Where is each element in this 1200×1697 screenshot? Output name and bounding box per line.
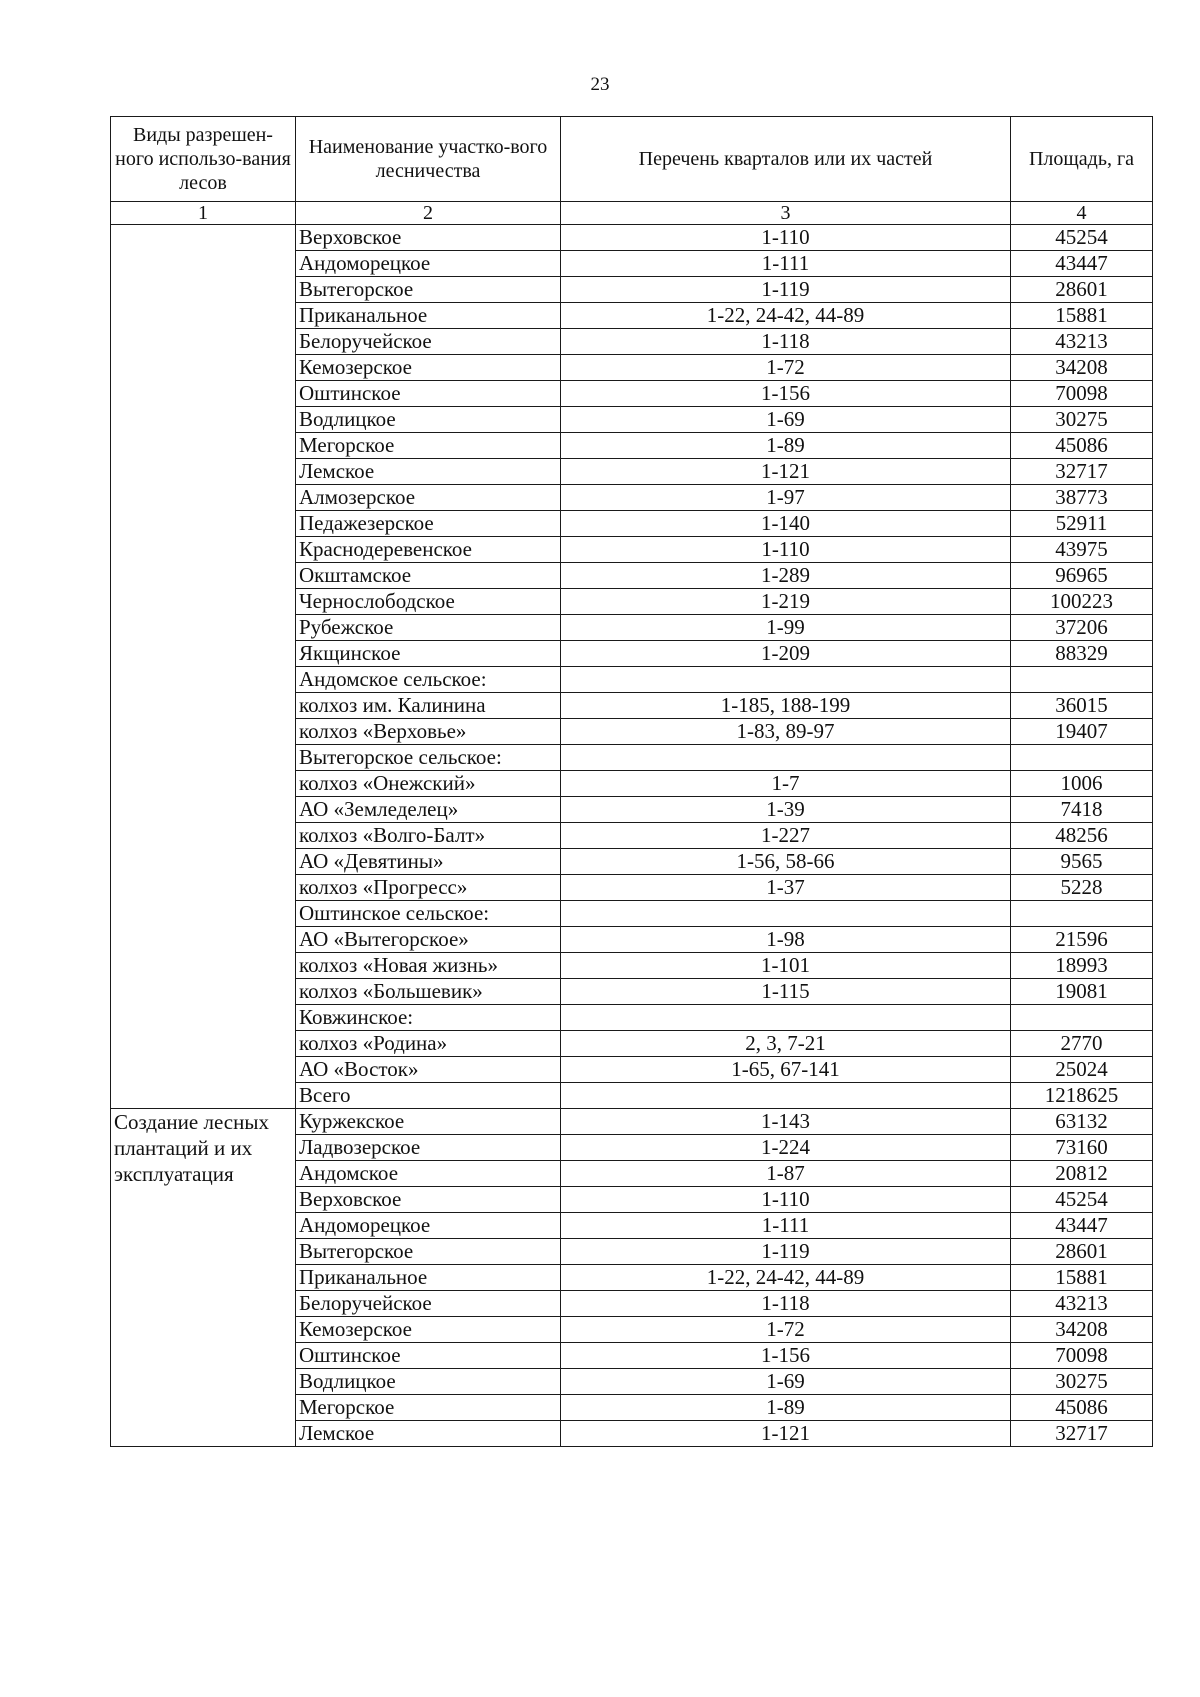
- area-cell: 43447: [1011, 1213, 1153, 1239]
- area-cell: 7418: [1011, 797, 1153, 823]
- forestry-name-cell: Краснодеревенское: [296, 537, 561, 563]
- area-cell: 43213: [1011, 329, 1153, 355]
- forestry-name-cell: колхоз «Верховье»: [296, 719, 561, 745]
- quarters-cell: 1-118: [561, 1291, 1011, 1317]
- forestry-name-cell: Белоручейское: [296, 1291, 561, 1317]
- forestry-name-cell: Приканальное: [296, 1265, 561, 1291]
- area-cell: 19081: [1011, 979, 1153, 1005]
- area-cell: 1218625: [1011, 1083, 1153, 1109]
- quarters-cell: 1-227: [561, 823, 1011, 849]
- forestry-name-cell: Верховское: [296, 225, 561, 251]
- quarters-cell: 1-97: [561, 485, 1011, 511]
- area-cell: [1011, 667, 1153, 693]
- area-cell: 20812: [1011, 1161, 1153, 1187]
- forestry-name-cell: Лемское: [296, 1421, 561, 1447]
- forestry-name-cell: Андомское сельское:: [296, 667, 561, 693]
- forestry-name-cell: колхоз «Новая жизнь»: [296, 953, 561, 979]
- area-cell: 37206: [1011, 615, 1153, 641]
- forestry-name-cell: Якщинское: [296, 641, 561, 667]
- forestry-name-cell: Вытегорское: [296, 1239, 561, 1265]
- area-cell: 32717: [1011, 1421, 1153, 1447]
- quarters-cell: 1-101: [561, 953, 1011, 979]
- quarters-cell: 1-185, 188-199: [561, 693, 1011, 719]
- forestry-name-cell: Андомское: [296, 1161, 561, 1187]
- quarters-cell: 1-156: [561, 381, 1011, 407]
- quarters-cell: 1-143: [561, 1109, 1011, 1135]
- header-forestry-name: Наименование участко-вого лесничества: [296, 117, 561, 202]
- forestry-name-cell: колхоз «Волго-Балт»: [296, 823, 561, 849]
- area-cell: 2770: [1011, 1031, 1153, 1057]
- area-cell: 45254: [1011, 225, 1153, 251]
- quarters-cell: 1-99: [561, 615, 1011, 641]
- area-cell: 9565: [1011, 849, 1153, 875]
- forestry-name-cell: колхоз «Онежский»: [296, 771, 561, 797]
- quarters-cell: 1-118: [561, 329, 1011, 355]
- area-cell: 43975: [1011, 537, 1153, 563]
- quarters-cell: 1-69: [561, 1369, 1011, 1395]
- forestry-name-cell: Ковжинское:: [296, 1005, 561, 1031]
- area-cell: 34208: [1011, 355, 1153, 381]
- quarters-cell: 1-39: [561, 797, 1011, 823]
- forestry-name-cell: Алмозерское: [296, 485, 561, 511]
- area-cell: 15881: [1011, 1265, 1153, 1291]
- area-cell: 100223: [1011, 589, 1153, 615]
- quarters-cell: 1-89: [561, 1395, 1011, 1421]
- area-cell: 30275: [1011, 1369, 1153, 1395]
- quarters-cell: 1-121: [561, 1421, 1011, 1447]
- forestry-name-cell: Всего: [296, 1083, 561, 1109]
- quarters-cell: 1-7: [561, 771, 1011, 797]
- area-cell: 34208: [1011, 1317, 1153, 1343]
- forestry-name-cell: АО «Восток»: [296, 1057, 561, 1083]
- quarters-cell: 1-156: [561, 1343, 1011, 1369]
- quarters-cell: 1-83, 89-97: [561, 719, 1011, 745]
- forestry-name-cell: Вытегорское: [296, 277, 561, 303]
- forestry-name-cell: колхоз «Родина»: [296, 1031, 561, 1057]
- quarters-cell: 1-98: [561, 927, 1011, 953]
- header-usage-type: Виды разрешен-ного использо-вания лесов: [111, 117, 296, 202]
- forestry-name-cell: АО «Вытегорское»: [296, 927, 561, 953]
- area-cell: 45254: [1011, 1187, 1153, 1213]
- page-number: 23: [590, 74, 610, 95]
- quarters-cell: 1-115: [561, 979, 1011, 1005]
- forestry-name-cell: Андоморецкое: [296, 251, 561, 277]
- area-cell: [1011, 1005, 1153, 1031]
- area-cell: 19407: [1011, 719, 1153, 745]
- area-cell: 1006: [1011, 771, 1153, 797]
- quarters-cell: 1-110: [561, 1187, 1011, 1213]
- forestry-name-cell: Водлицкое: [296, 407, 561, 433]
- area-cell: 43213: [1011, 1291, 1153, 1317]
- quarters-cell: [561, 667, 1011, 693]
- usage-type-cell: [111, 225, 296, 1109]
- table-row: [111, 225, 1153, 251]
- forestry-name-cell: Андоморецкое: [296, 1213, 561, 1239]
- quarters-cell: 1-22, 24-42, 44-89: [561, 303, 1011, 329]
- forestry-name-cell: Лемское: [296, 459, 561, 485]
- quarters-cell: 1-22, 24-42, 44-89: [561, 1265, 1011, 1291]
- table-row: [111, 1109, 1153, 1135]
- quarters-cell: 1-119: [561, 1239, 1011, 1265]
- quarters-cell: 1-119: [561, 277, 1011, 303]
- forestry-name-cell: Мегорское: [296, 433, 561, 459]
- area-cell: 21596: [1011, 927, 1153, 953]
- quarters-cell: 2, 3, 7-21: [561, 1031, 1011, 1057]
- area-cell: 45086: [1011, 433, 1153, 459]
- area-cell: 30275: [1011, 407, 1153, 433]
- usage-type-cell: Создание лесных плантаций и их эксплуатация: [111, 1109, 296, 1447]
- quarters-cell: 1-37: [561, 875, 1011, 901]
- area-cell: 70098: [1011, 1343, 1153, 1369]
- column-number: 3: [561, 202, 1011, 225]
- forestry-name-cell: Кемозерское: [296, 355, 561, 381]
- quarters-cell: 1-56, 58-66: [561, 849, 1011, 875]
- area-cell: 5228: [1011, 875, 1153, 901]
- forestry-name-cell: Оштинское: [296, 381, 561, 407]
- area-cell: 96965: [1011, 563, 1153, 589]
- column-number: 2: [296, 202, 561, 225]
- quarters-cell: [561, 1083, 1011, 1109]
- forestry-name-cell: Оштинское: [296, 1343, 561, 1369]
- forestry-name-cell: АО «Девятины»: [296, 849, 561, 875]
- forestry-name-cell: Мегорское: [296, 1395, 561, 1421]
- area-cell: 70098: [1011, 381, 1153, 407]
- area-cell: 18993: [1011, 953, 1153, 979]
- quarters-cell: [561, 901, 1011, 927]
- area-cell: 88329: [1011, 641, 1153, 667]
- area-cell: [1011, 745, 1153, 771]
- forest-use-table-container: [110, 116, 1152, 1447]
- quarters-cell: 1-289: [561, 563, 1011, 589]
- forestry-name-cell: колхоз им. Калинина: [296, 693, 561, 719]
- forestry-name-cell: Ладвозерское: [296, 1135, 561, 1161]
- quarters-cell: [561, 745, 1011, 771]
- quarters-cell: 1-110: [561, 225, 1011, 251]
- quarters-cell: [561, 1005, 1011, 1031]
- area-cell: 45086: [1011, 1395, 1153, 1421]
- quarters-cell: 1-87: [561, 1161, 1011, 1187]
- area-cell: 15881: [1011, 303, 1153, 329]
- column-number: 4: [1011, 202, 1153, 225]
- area-cell: 43447: [1011, 251, 1153, 277]
- area-cell: 52911: [1011, 511, 1153, 537]
- forestry-name-cell: Белоручейское: [296, 329, 561, 355]
- forestry-name-cell: Верховское: [296, 1187, 561, 1213]
- area-cell: 28601: [1011, 1239, 1153, 1265]
- area-cell: 48256: [1011, 823, 1153, 849]
- quarters-cell: 1-111: [561, 1213, 1011, 1239]
- quarters-cell: 1-110: [561, 537, 1011, 563]
- forestry-name-cell: Вытегорское сельское:: [296, 745, 561, 771]
- area-cell: 36015: [1011, 693, 1153, 719]
- forestry-name-cell: Кемозерское: [296, 1317, 561, 1343]
- quarters-cell: 1-72: [561, 1317, 1011, 1343]
- area-cell: 38773: [1011, 485, 1153, 511]
- quarters-cell: 1-209: [561, 641, 1011, 667]
- column-number: 1: [111, 202, 296, 225]
- header-quarters-list: Перечень кварталов или их частей: [561, 117, 1011, 202]
- forestry-name-cell: Педажезерское: [296, 511, 561, 537]
- area-cell: 73160: [1011, 1135, 1153, 1161]
- forestry-name-cell: колхоз «Большевик»: [296, 979, 561, 1005]
- area-cell: [1011, 901, 1153, 927]
- quarters-cell: 1-121: [561, 459, 1011, 485]
- forestry-name-cell: Оштинское сельское:: [296, 901, 561, 927]
- forestry-name-cell: Рубежское: [296, 615, 561, 641]
- quarters-cell: 1-69: [561, 407, 1011, 433]
- quarters-cell: 1-219: [561, 589, 1011, 615]
- table-header: [111, 117, 1153, 225]
- forestry-name-cell: Чернослободское: [296, 589, 561, 615]
- forest-use-table: [110, 116, 1153, 1447]
- forestry-name-cell: Окштамское: [296, 563, 561, 589]
- header-row: [111, 117, 1153, 202]
- header-area: Площадь, га: [1011, 117, 1153, 202]
- area-cell: 28601: [1011, 277, 1153, 303]
- quarters-cell: 1-111: [561, 251, 1011, 277]
- table-body: [111, 225, 1153, 1447]
- forestry-name-cell: Куржекское: [296, 1109, 561, 1135]
- quarters-cell: 1-224: [561, 1135, 1011, 1161]
- quarters-cell: 1-140: [561, 511, 1011, 537]
- column-number-row: [111, 202, 1153, 225]
- area-cell: 32717: [1011, 459, 1153, 485]
- forestry-name-cell: Водлицкое: [296, 1369, 561, 1395]
- forestry-name-cell: Приканальное: [296, 303, 561, 329]
- quarters-cell: 1-65, 67-141: [561, 1057, 1011, 1083]
- area-cell: 63132: [1011, 1109, 1153, 1135]
- forestry-name-cell: АО «Земледелец»: [296, 797, 561, 823]
- area-cell: 25024: [1011, 1057, 1153, 1083]
- forestry-name-cell: колхоз «Прогресс»: [296, 875, 561, 901]
- quarters-cell: 1-89: [561, 433, 1011, 459]
- quarters-cell: 1-72: [561, 355, 1011, 381]
